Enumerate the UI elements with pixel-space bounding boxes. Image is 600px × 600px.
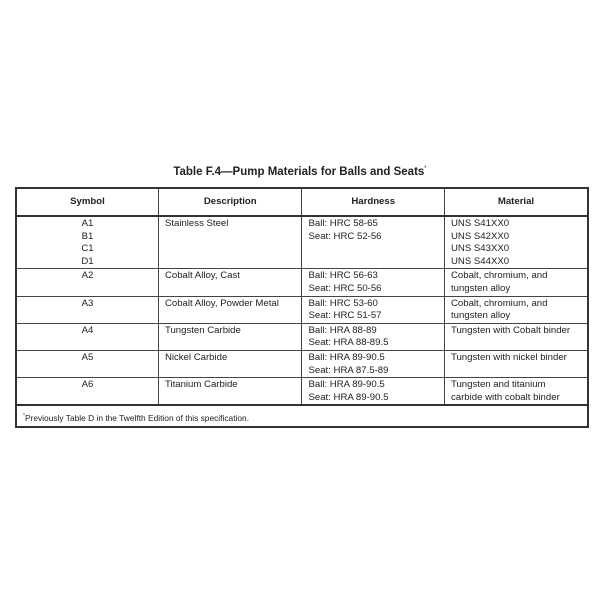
description-cell: Cobalt Alloy, Powder Metal [158,296,302,323]
header-hardness: Hardness [302,188,445,216]
hardness-cell [302,269,445,296]
symbol-cell-line: A1 [81,218,94,229]
description-cell: Tungsten Carbide [158,323,302,350]
table-title [0,166,600,178]
hardness-cell-line: Seat: HRA 89-90.5 [308,391,389,403]
material-cell-line: carbide with cobalt binder [450,391,560,403]
hardness-cell [302,296,445,323]
material-cell-line: tungsten alloy [450,282,511,294]
material-cell-line: Tungsten and titanium [450,379,546,391]
description-cell: Cobalt Alloy, Cast [158,269,302,296]
symbol-cell-line: A6 [81,379,94,391]
symbol-cell [16,296,158,323]
material-cell [444,296,588,323]
material-cell [444,323,588,350]
header-symbol: Symbol [16,188,158,216]
material-cell-line: UNS S42XX0 [450,230,510,242]
hardness-cell-line: Ball: HRA 89-90.5 [308,351,385,363]
pump-materials-table [15,187,589,428]
hardness-cell-line: Seat: HRA 88-89.5 [308,337,389,349]
hardness-cell-line: Ball: HRC 58-65 [308,218,378,229]
table-row [16,296,588,323]
symbol-cell [16,323,158,350]
symbol-cell-line: A5 [81,351,94,363]
footnote-text: Previously Table D in the Twelfth Edition of this specification. [24,412,250,423]
header-description: Description [158,188,302,216]
hardness-cell [302,350,445,377]
symbol-cell [16,216,158,269]
table-row [16,269,588,296]
symbol-cell-line: A2 [81,270,94,282]
footnote-mark: * [23,412,25,419]
symbol-cell [16,350,158,377]
header-material: Material [444,188,588,216]
table-row [16,323,588,350]
material-cell-line: tungsten alloy [450,310,511,322]
symbol-cell-line: D1 [81,255,94,267]
material-cell-line: UNS S44XX0 [450,255,510,267]
hardness-cell-line: Seat: HRC 50-56 [308,282,382,294]
hardness-cell-line: Ball: HRC 56-63 [308,270,378,282]
hardness-cell-line: Ball: HRC 53-60 [308,297,378,309]
hardness-cell-line: Seat: HRA 87.5-89 [308,364,389,376]
hardness-cell-line: Ball: HRA 88-89 [308,324,377,336]
symbol-cell [16,378,158,406]
hardness-cell-line: Ball: HRA 89-90.5 [308,379,385,391]
footnote [16,405,588,427]
hardness-cell-line: Seat: HRC 52-56 [308,230,382,242]
hardness-cell [302,323,445,350]
header-row [16,188,588,216]
symbol-cell [16,269,158,296]
description-cell: Nickel Carbide [158,350,302,377]
table-row [16,216,588,269]
title-footnote-mark: * [424,166,427,173]
title-text: Table F.4—Pump Materials for Balls and Seats [173,166,425,178]
symbol-cell-line: A4 [81,324,94,336]
material-cell [444,350,588,377]
material-cell-line: Cobalt, chromium, and [450,297,548,309]
material-cell-line: UNS S43XX0 [450,243,510,255]
hardness-cell [302,216,445,269]
hardness-cell-line: Seat: HRC 51-57 [308,310,382,322]
symbol-cell-line: B1 [81,230,94,242]
description-cell: Stainless Steel [158,216,302,269]
symbol-cell-line: A3 [81,297,94,309]
material-cell [444,378,588,406]
material-cell-line: UNS S41XX0 [450,218,510,229]
material-cell [444,269,588,296]
symbol-cell-line: C1 [81,243,94,255]
description-cell: Titanium Carbide [158,378,302,406]
table-row [16,350,588,377]
table-row [16,378,588,406]
material-cell [444,216,588,269]
material-cell-line: Tungsten with Cobalt binder [450,324,571,336]
material-cell-line: Tungsten with nickel binder [450,351,567,363]
material-cell-line: Cobalt, chromium, and [450,270,548,282]
footnote-row [16,405,588,427]
hardness-cell [302,378,445,406]
